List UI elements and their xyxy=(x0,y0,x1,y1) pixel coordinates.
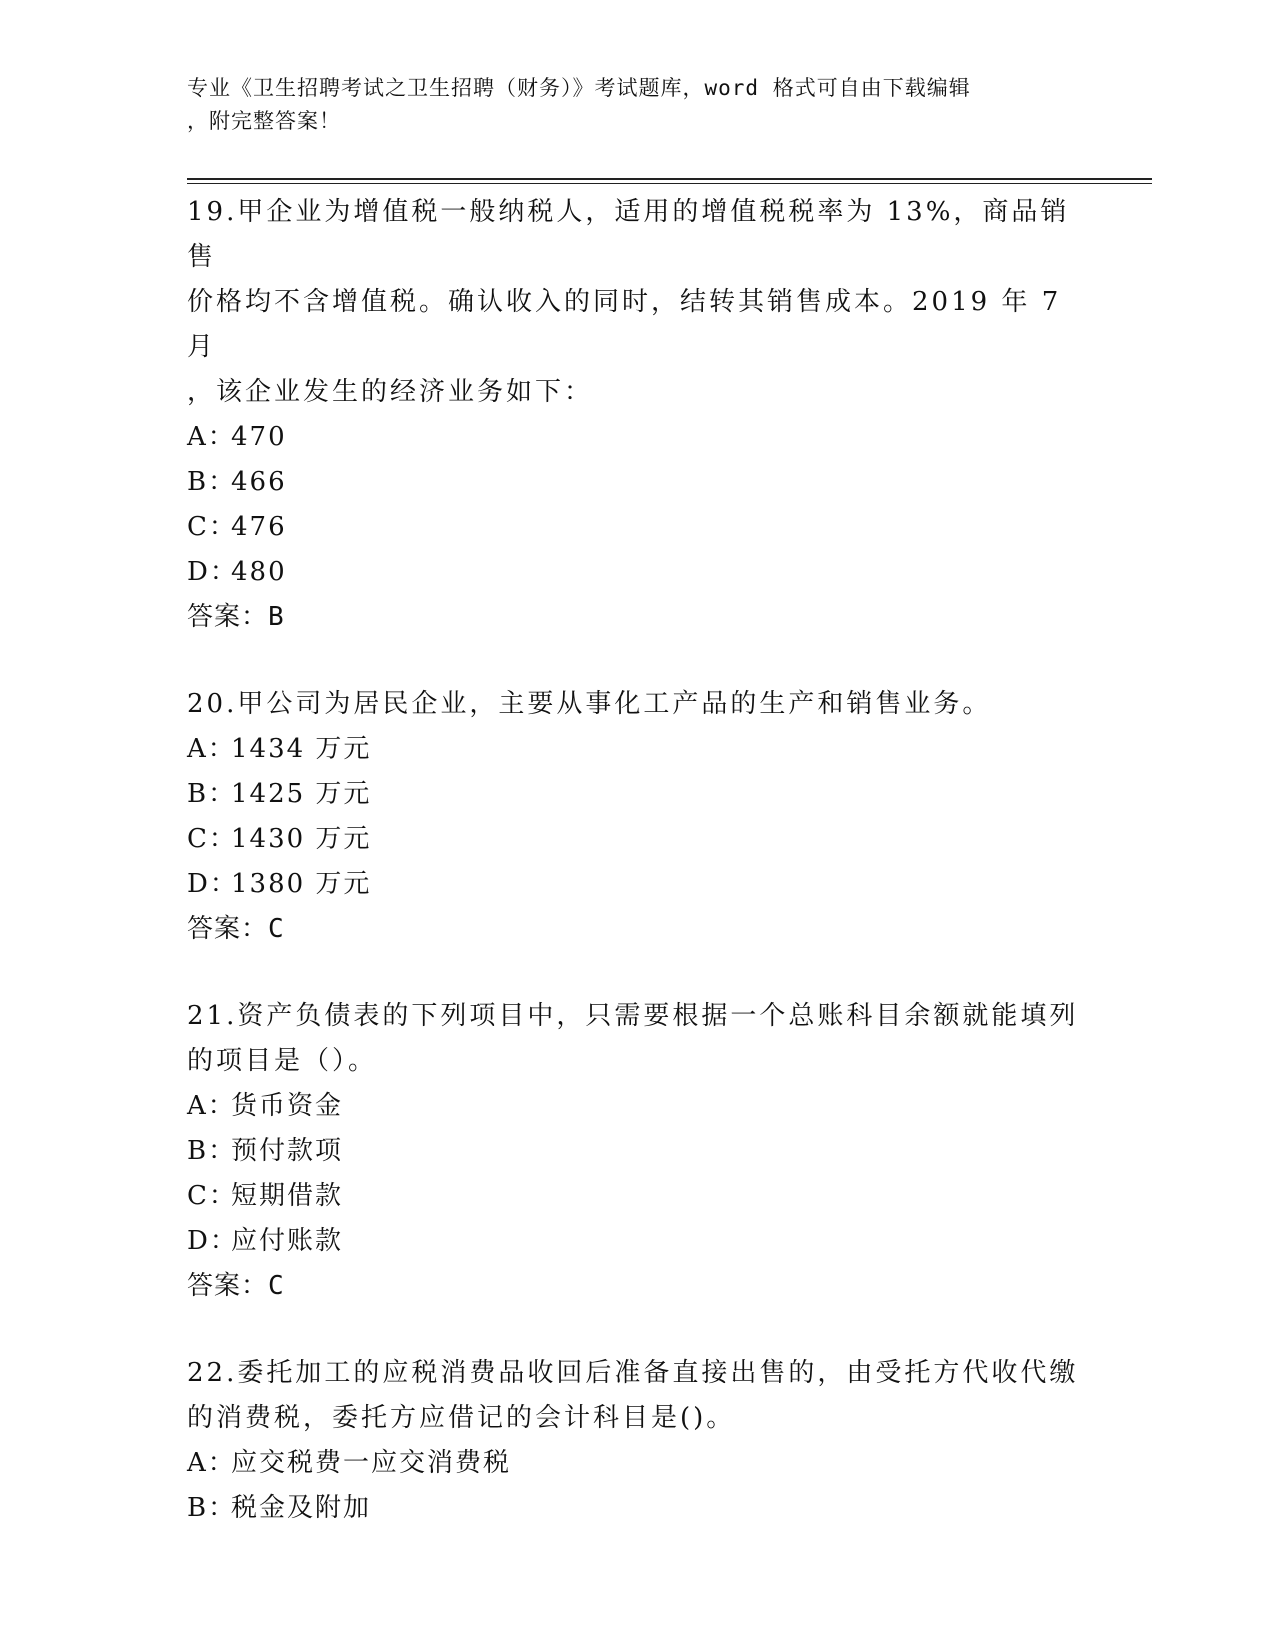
option-a xyxy=(187,415,1087,460)
option-a xyxy=(187,727,1087,772)
option-a xyxy=(187,1441,1087,1486)
option-d xyxy=(187,862,1087,907)
option-a xyxy=(187,1084,1087,1129)
option-text: 480 xyxy=(231,557,287,587)
option-d xyxy=(187,1219,1087,1264)
option-b xyxy=(187,772,1087,817)
option-key: B： xyxy=(187,1493,237,1523)
option-d xyxy=(187,550,1087,595)
option-key: B： xyxy=(187,1136,237,1166)
option-text: 预付款项 xyxy=(231,1136,344,1166)
question-list xyxy=(187,190,1087,1573)
option-text: 1380 万元 xyxy=(231,869,372,899)
option-text: 466 xyxy=(231,467,287,497)
header-line-1: 专业《卫生招聘考试之卫生招聘（财务）》考试题库，word 格式可自由下载编辑 xyxy=(187,76,971,100)
option-key: A： xyxy=(187,1091,236,1121)
option-text: 应交税费一应交消费税 xyxy=(231,1448,512,1478)
option-key: A： xyxy=(187,422,236,452)
question-stem-line: 20.甲公司为居民企业，主要从事化工产品的生产和销售业务。 xyxy=(187,689,992,719)
option-text: 税金及附加 xyxy=(231,1493,372,1523)
option-b xyxy=(187,1486,1087,1531)
question-stem-line: 价格均不含增值税。确认收入的同时，结转其销售成本。2019 年 7 月 xyxy=(187,287,1062,362)
question-21 xyxy=(187,994,1087,1309)
option-key: C： xyxy=(187,512,237,542)
question-stem-line: ，该企业发生的经济业务如下： xyxy=(187,377,594,407)
option-key: D： xyxy=(187,869,238,899)
option-c xyxy=(187,1174,1087,1219)
option-c xyxy=(187,505,1087,550)
option-text: 应付账款 xyxy=(231,1226,344,1256)
question-19 xyxy=(187,190,1087,640)
header-divider-thin xyxy=(187,183,1152,184)
option-key: A： xyxy=(187,1448,236,1478)
option-text: 货币资金 xyxy=(231,1091,344,1121)
question-stem-line: 19.甲企业为增值税一般纳税人，适用的增值税税率为 13%，商品销售 xyxy=(187,197,1070,272)
question-22 xyxy=(187,1351,1087,1531)
document-header xyxy=(187,72,1067,138)
header-divider-thick xyxy=(187,178,1152,180)
option-text: 476 xyxy=(231,512,287,542)
option-text: 1430 万元 xyxy=(231,824,372,854)
option-b xyxy=(187,460,1087,505)
option-b xyxy=(187,1129,1087,1174)
option-key: B： xyxy=(187,779,237,809)
option-key: D： xyxy=(187,557,238,587)
option-key: D： xyxy=(187,1226,238,1256)
option-key: C： xyxy=(187,824,237,854)
answer-line: 答案：B xyxy=(187,602,285,632)
answer-line: 答案：C xyxy=(187,914,285,944)
question-20 xyxy=(187,682,1087,952)
question-stem-line: 的项目是（）。 xyxy=(187,1046,378,1076)
option-key: B： xyxy=(187,467,237,497)
option-c xyxy=(187,817,1087,862)
question-stem-line: 的消费税，委托方应借记的会计科目是()。 xyxy=(187,1403,736,1433)
answer-line: 答案：C xyxy=(187,1271,285,1301)
option-key: A： xyxy=(187,734,236,764)
option-text: 470 xyxy=(231,422,287,452)
header-line-2: ，附完整答案！ xyxy=(187,109,341,133)
question-stem-line: 21.资产负债表的下列项目中，只需要根据一个总账科目余额就能填列 xyxy=(187,1001,1079,1031)
option-text: 1425 万元 xyxy=(231,779,372,809)
option-text: 1434 万元 xyxy=(231,734,372,764)
question-stem-line: 22.委托加工的应税消费品收回后准备直接出售的，由受托方代收代缴 xyxy=(187,1358,1079,1388)
option-text: 短期借款 xyxy=(231,1181,344,1211)
option-key: C： xyxy=(187,1181,237,1211)
